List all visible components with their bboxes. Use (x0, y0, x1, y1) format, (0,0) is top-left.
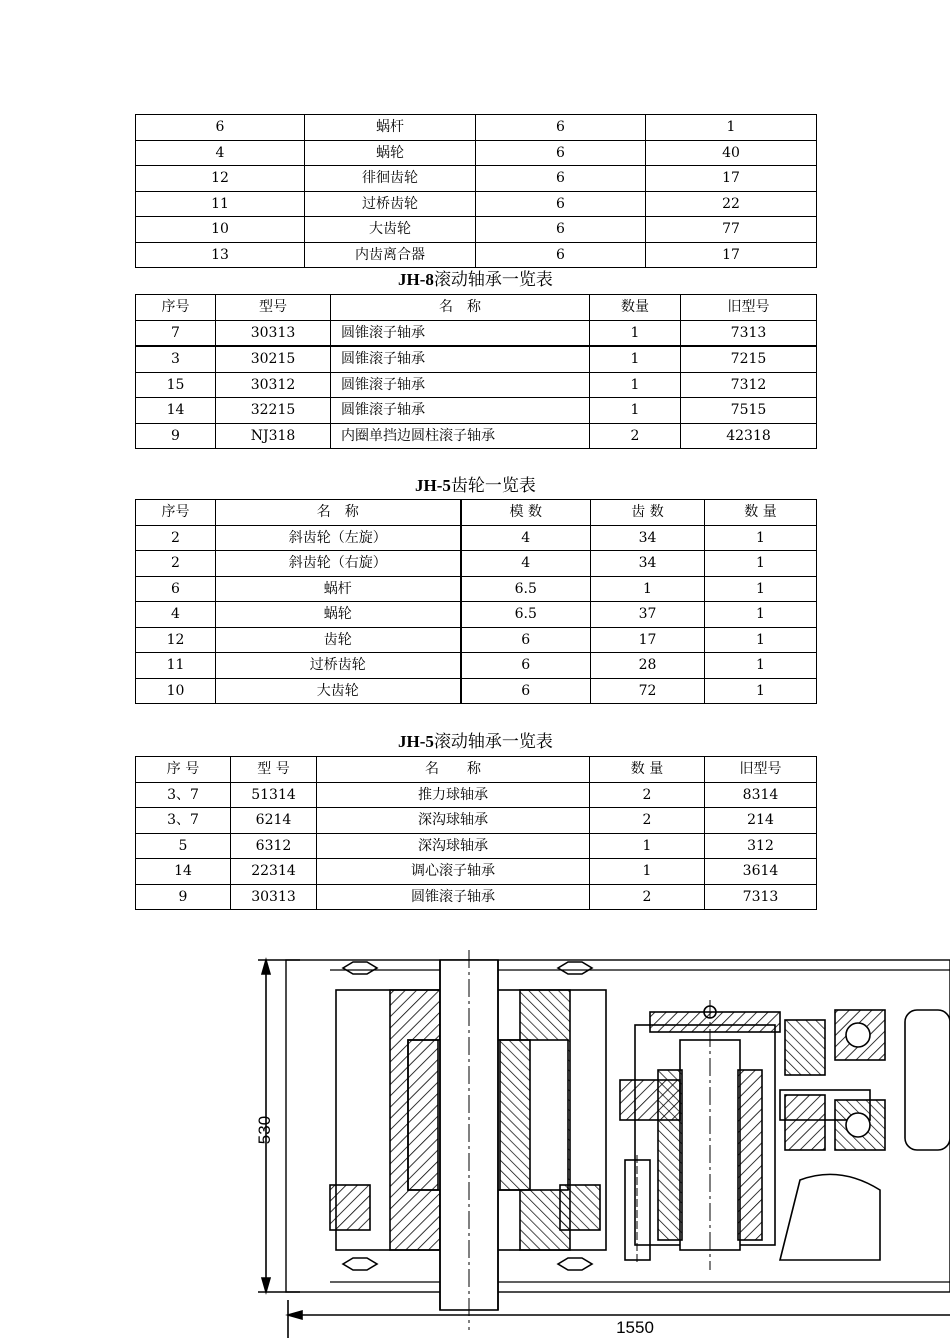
column-header: 数 量 (705, 500, 817, 526)
table-cell: 6 (476, 242, 646, 268)
column-header: 型 号 (231, 757, 317, 783)
table-cell: 6 (136, 115, 305, 141)
table-cell: 大齿轮 (305, 217, 476, 243)
table-cell: 214 (705, 808, 817, 834)
table-cell: 8314 (705, 782, 817, 808)
caption-text: 齿轮一览表 (450, 476, 536, 496)
table-cell: 34 (591, 525, 705, 551)
table-cell: 内圈单挡边圆柱滚子轴承 (331, 423, 590, 449)
table-cell: 蜗轮 (305, 140, 476, 166)
table-row (136, 115, 817, 141)
table-caption (135, 476, 816, 496)
table-cell: 3 (136, 346, 216, 372)
table-cell: 77 (646, 217, 817, 243)
table-row (136, 627, 817, 653)
table-row (136, 398, 817, 424)
table-cell: 大齿轮 (216, 678, 461, 704)
table-cell: 4 (461, 551, 591, 577)
table-cell: 6312 (231, 833, 317, 859)
table-cell: 6 (476, 140, 646, 166)
table-cell: 3、7 (136, 808, 231, 834)
height-dimension-label: 530 (255, 1115, 274, 1145)
table-cell: 1 (705, 627, 817, 653)
table-cell: 过桥齿轮 (305, 191, 476, 217)
table-cell: 13 (136, 242, 305, 268)
table-cell: 7215 (681, 346, 817, 372)
table-cell: 圆锥滚子轴承 (331, 320, 590, 346)
column-header: 序 号 (136, 757, 231, 783)
table-cell: 蜗轮 (216, 602, 461, 628)
table-cell: 72 (591, 678, 705, 704)
column-header: 齿 数 (591, 500, 705, 526)
table-cell: 30313 (216, 320, 331, 346)
table-caption (135, 270, 816, 290)
table-cell: 7 (136, 320, 216, 346)
table-cell: 7313 (705, 884, 817, 910)
table-cell: 1 (705, 653, 817, 679)
table-row (136, 346, 817, 372)
jh5-gear-table (135, 499, 817, 704)
caption-model: JH-8 (398, 270, 434, 289)
table-cell: 蜗杆 (216, 576, 461, 602)
table-cell: 2 (136, 551, 216, 577)
table-cell: 7515 (681, 398, 817, 424)
worm-gear-assembly (620, 1000, 780, 1270)
table-cell: 6.5 (461, 602, 591, 628)
table-cell: 9 (136, 884, 231, 910)
table-cell: 1 (705, 525, 817, 551)
table-cell: 1 (590, 398, 681, 424)
table-row (136, 140, 817, 166)
table-cell: 12 (136, 166, 305, 192)
table-header-row (136, 757, 817, 783)
caption-model: JH-5 (415, 476, 451, 495)
table-cell: 1 (705, 576, 817, 602)
table-cell: 2 (136, 525, 216, 551)
table-cell: 1 (705, 551, 817, 577)
table-cell: 1 (590, 833, 705, 859)
column-header: 名 称 (216, 500, 461, 526)
jh5-bearing-table (135, 756, 817, 910)
table-cell: 32215 (216, 398, 331, 424)
table-row (136, 653, 817, 679)
table-cell: 1 (705, 602, 817, 628)
table-cell: 徘徊齿轮 (305, 166, 476, 192)
table-cell: 17 (646, 242, 817, 268)
table-row (136, 884, 817, 910)
table-cell: 6 (461, 678, 591, 704)
table-cell: 1 (590, 372, 681, 398)
table-row (136, 576, 817, 602)
table-row (136, 423, 817, 449)
table-cell: 圆锥滚子轴承 (317, 884, 590, 910)
table-header-row (136, 295, 817, 321)
table-cell: 1 (591, 576, 705, 602)
table-cell: 圆锥滚子轴承 (331, 372, 590, 398)
caption-text: 滚动轴承一览表 (433, 270, 553, 290)
table-cell: 15 (136, 372, 216, 398)
table-cell: 34 (591, 551, 705, 577)
table-row (136, 551, 817, 577)
table-cell: 10 (136, 217, 305, 243)
table-cell: 1 (705, 678, 817, 704)
table-cell: 11 (136, 653, 216, 679)
table-cell: 6 (476, 115, 646, 141)
table-row (136, 808, 817, 834)
table-row (136, 242, 817, 268)
column-header: 数量 (590, 295, 681, 321)
width-dimension-label: 1550 (616, 1318, 654, 1337)
table-cell: 深沟球轴承 (317, 808, 590, 834)
gearbox-cross-section-drawing (240, 940, 950, 1344)
table-cell: 7313 (681, 320, 817, 346)
table-cell: 12 (136, 627, 216, 653)
left-gear-assembly (330, 950, 606, 1330)
column-header: 模 数 (461, 500, 591, 526)
table-cell: 1 (646, 115, 817, 141)
table-row (136, 525, 817, 551)
table-row (136, 859, 817, 885)
table-cell: 22 (646, 191, 817, 217)
table-caption (135, 732, 816, 752)
table-cell: 312 (705, 833, 817, 859)
table-cell: 6214 (231, 808, 317, 834)
table-cell: 圆锥滚子轴承 (331, 398, 590, 424)
table-cell: 2 (590, 884, 705, 910)
table-cell: 2 (590, 782, 705, 808)
caption-text: 滚动轴承一览表 (433, 732, 553, 752)
column-header: 型号 (216, 295, 331, 321)
table-cell: 30215 (216, 346, 331, 372)
table-cell: 圆锥滚子轴承 (331, 346, 590, 372)
table-row (136, 320, 817, 346)
table-cell: 过桥齿轮 (216, 653, 461, 679)
table-cell: 6 (461, 653, 591, 679)
table-cell: 齿轮 (216, 627, 461, 653)
column-header: 名 称 (331, 295, 590, 321)
table-row (136, 166, 817, 192)
column-header: 数 量 (590, 757, 705, 783)
table-cell: 28 (591, 653, 705, 679)
table-cell: 推力球轴承 (317, 782, 590, 808)
table-cell: 深沟球轴承 (317, 833, 590, 859)
table-cell: 7312 (681, 372, 817, 398)
table-cell: 6.5 (461, 576, 591, 602)
table-cell: 51314 (231, 782, 317, 808)
column-header: 序号 (136, 295, 216, 321)
table-row (136, 678, 817, 704)
jh8-bearing-table (135, 294, 817, 449)
table-cell: 调心滚子轴承 (317, 859, 590, 885)
table-cell: 9 (136, 423, 216, 449)
table-cell: 17 (646, 166, 817, 192)
table-cell: 6 (476, 191, 646, 217)
table-cell: 11 (136, 191, 305, 217)
table-cell: 14 (136, 859, 231, 885)
table-cell: 17 (591, 627, 705, 653)
column-header: 旧型号 (681, 295, 817, 321)
table-cell: 斜齿轮（左旋） (216, 525, 461, 551)
table-cell: 14 (136, 398, 216, 424)
table-cell: 6 (136, 576, 216, 602)
column-header: 序号 (136, 500, 216, 526)
table-cell: 6 (476, 166, 646, 192)
table-cell: 30313 (231, 884, 317, 910)
table-cell: 蜗杆 (305, 115, 476, 141)
table-row (136, 602, 817, 628)
table-cell: 1 (590, 320, 681, 346)
table-cell: 2 (590, 808, 705, 834)
table-cell: 40 (646, 140, 817, 166)
table-cell: 1 (590, 346, 681, 372)
table-cell: 6 (461, 627, 591, 653)
table-cell: NJ318 (216, 423, 331, 449)
table-cell: 3、7 (136, 782, 231, 808)
table-cell: 4 (461, 525, 591, 551)
table-cell: 4 (136, 602, 216, 628)
table-cell: 2 (590, 423, 681, 449)
clutch-assembly (780, 1010, 950, 1260)
table-cell: 5 (136, 833, 231, 859)
gear-table-continued (135, 114, 817, 268)
table-row (136, 782, 817, 808)
table-cell: 37 (591, 602, 705, 628)
table-cell: 10 (136, 678, 216, 704)
table-row (136, 191, 817, 217)
table-row (136, 833, 817, 859)
table-cell: 内齿离合器 (305, 242, 476, 268)
table-row (136, 372, 817, 398)
caption-model: JH-5 (398, 732, 434, 751)
column-header: 名 称 (317, 757, 590, 783)
table-cell: 42318 (681, 423, 817, 449)
table-row (136, 217, 817, 243)
table-cell: 30312 (216, 372, 331, 398)
table-cell: 22314 (231, 859, 317, 885)
table-cell: 斜齿轮（右旋） (216, 551, 461, 577)
table-cell: 1 (590, 859, 705, 885)
table-cell: 3614 (705, 859, 817, 885)
table-header-row (136, 500, 817, 526)
column-header: 旧型号 (705, 757, 817, 783)
table-cell: 6 (476, 217, 646, 243)
table-cell: 4 (136, 140, 305, 166)
